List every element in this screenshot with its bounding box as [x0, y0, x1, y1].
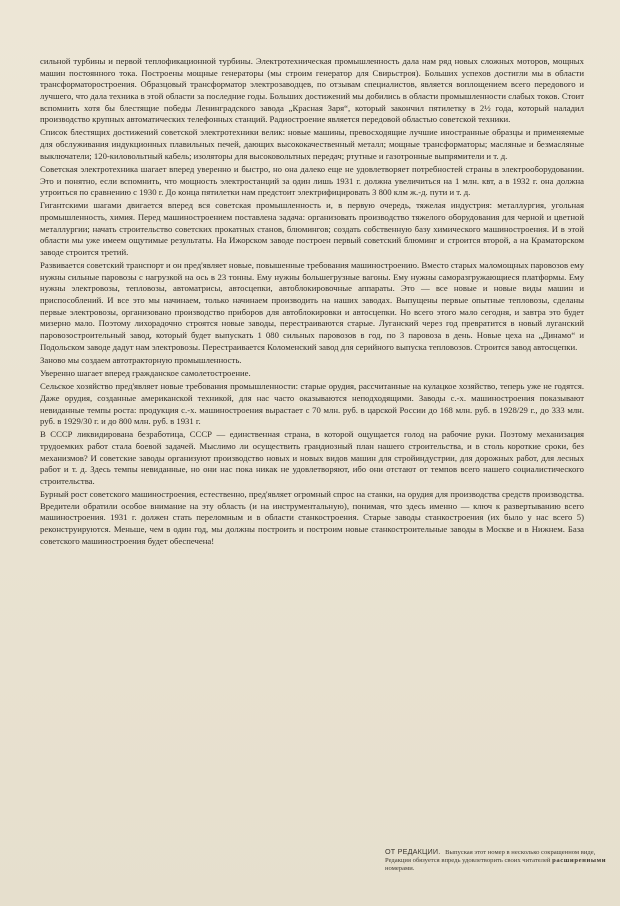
paragraph-5: Развивается советский транспорт и он пред'являет новые, повышенные требования машиностроению. Вместо старых маломощных паровозов ему нужны сильные паровозы с нагрузкой на ось в 23 тонны. Ему нужны большегрузные вагоны. Ему нужны саморазгружающиеся платформы. Ему нужны электровозы, тепловозы, автоматрисы, автосцепки, автоблокировочные аппараты. Это — все новые и новые виды машин и приспособлений. И все это мы начинаем, только начинаем производить на наших заводах. Выпущены первые опытные тепловозы, сделаны первые электровозы, организовано производство приборов для автоблокировки и автосцепки. Но всего этого мало сегодня, и завтра это будет мизерно мало. Поэтому лихорадочно строятся новые заводы, перестраиваются старые. Луганский через год превратится в новый луганский паровозостроительный завод, который будет выпускать 1 080 сильных паровозов в год, по 3 паровоза в день. Новые цеха на „Динамо“ и Подольском заводе дадут нам электровозы. Перестраивается Коломенский завод для серийного выпуска тепловозов. Строится завод автосцепки.	[40, 260, 584, 352]
paragraph-2: Список блестящих достижений советской электротехники велик: новые машины, превосходящие лучшие иностранные образцы и применяемые для обслуживания индукционных плавильных печей, дающих высококачественный металл; мощные трансформаторы; масляные и безмасляные выключатели; 120-киловольтный кабель; изоляторы для высоковольтных передач; ртутные и газотронные выпрямители и т. д.	[40, 127, 584, 161]
paragraph-4: Гигантскими шагами двигается вперед вся советская промышленность и, в первую очередь, тяжелая индустрия: металлургия, угольная промышленность, химия. Перед машиностроением поставлена задача: организовать производство тяжелого оборудования для черной и цветной металлургии; начать строительство советских прокатных станов, блюмингов; создать собственную базу химического машиностроения. И в этой области мы уже имеем ощутимые результаты. На Ижорском заводе построен первый советский блюминг и строится второй, а на Краматорском заводе строится третий.	[40, 200, 584, 257]
paragraph-8: Сельское хозяйство пред'являет новые требования промышленности: старые орудия, рассчитанные на кулацкое хозяйство, теперь уже не годятся. Даже орудия, созданные американской техникой, для нас часто оказываются неподходящими. Заводы с.-х. машиностроения показывают невиданные темпы роста: продукция с.-х. машиностроения вырастает с 70 млн. руб. в царской России до 168 млн. руб. в 1928/29 г., до 333 млн. руб. в 1929/30 г. и до 800 млн. руб. в 1931 г.	[40, 381, 584, 427]
paragraph-3: Советская электротехника шагает вперед уверенно и быстро, но она далеко еще не удовлетворяет потребностей страны в электрооборудовании. Это и понятно, если вспомнить, что мощность электростанций за один лишь 1931 г. должна увеличиться на 1 млн. квт, а в 1932 г. она должна утроиться по сравнению с 1930 г. До конца пятилетки нам предстоит электрифицировать 3 800 клм ж.-д. пути и т. д.	[40, 163, 584, 198]
paragraph-7: Уверенно шагает вперед гражданское самолетостроение.	[40, 368, 251, 379]
article-body	[40, 56, 584, 549]
paragraph-6: Заново мы создаем автотракторную промышленность.	[40, 354, 242, 365]
paragraph-9: В СССР ликвидирована безработица, СССР — единственная страна, в которой ощущается голод на рабочие руки. Поэтому механизация трудоемких работ стала боевой задачей. Мыслимо ли осуществить грандиозный план нашего строительства, и в столь короткие сроки, без механизмов? И советские заводы организуют производство новых и новых видов машин для стройиндустрии, для дорожных работ, для лесных работ и т. д. Здесь темпы невиданные, но они нас пока никак не удовлетворяют, ибо они отстают от темпов всего нашего социалистического строительства.	[40, 429, 584, 486]
editorial-note-label: ОТ РЕДАКЦИИ.	[385, 847, 441, 856]
paragraph-10: Бурный рост советского машиностроения, естественно, пред'являет огромный спрос на станки, на орудия для производства средств производства. Вредители обратили особое внимание на эту область (и на инструментальную), понимая, что здесь именно — ключ к развертыванию всего машиностроения. 1931 г. должен стать переломным и в области станкостроения. Старые заводы станкостроения (их было у нас всего 5) реконструируются. Меньше, чем в один год, мы должны построить и построим новые станкостроительные заводы в Москве и в Нижнем. База советского машиностроения будет обеспечена!	[40, 489, 584, 546]
editorial-note	[385, 848, 620, 874]
paragraph-1: сильной турбины и первой теплофикационной турбины. Электротехническая промышленность дала нам ряд новых сложных моторов, мощных машин постоянного тока. Построены мощные генераторы (мы строим генератор для Свирьстроя). Больших успехов достигли мы в области трансформаторостроения. Образцовый трансформатор электрозаводцев, по отзывам специалистов, является воплощением всего передового и лучшего, что дала техника в этой области за последние годы. Больших достижений мы добились в области промышленности слабых токов. Стоит вспомнить хотя бы блестящие победы Ленинградского завода „Красная Заря“, который закончил пятилетку в 2½ года, который наладил производство крупных автоматических телефонных станций. Радиостроение является передовой областью советской техники.	[40, 56, 584, 125]
editorial-note-end: номерами.	[385, 865, 415, 873]
editorial-note-emphasis: расширенными	[552, 857, 607, 865]
editorial-note-text: Выпуская этот номер в несколько сокращенном виде, Редакция обязуется впредь удовлетворить своих читателей	[385, 849, 596, 865]
